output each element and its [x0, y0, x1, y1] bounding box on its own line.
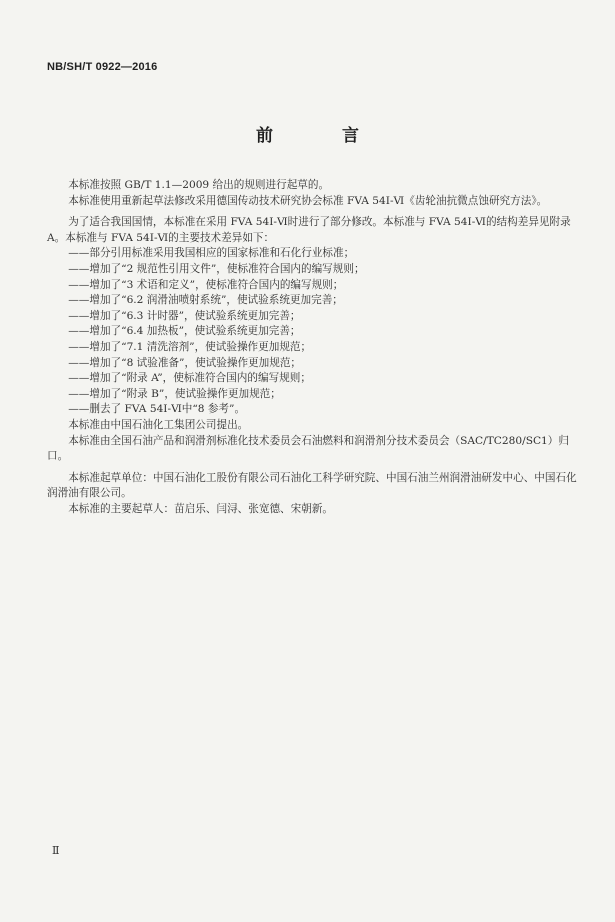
paragraph-drafters: 本标准的主要起草人：苗启乐、闫浔、张宽德、宋朝新。	[68, 502, 334, 515]
list-item: ——增加了“6.3 计时器”，使试验系统更加完善；	[68, 309, 301, 322]
list-item: ——增加了“6.4 加热板”，使试验系统更加完善；	[68, 325, 301, 338]
document-body	[47, 178, 580, 517]
paragraph-adoption-method: 本标准使用重新起草法修改采用德国传动技术研究协会标准 FVA 54Ⅰ-Ⅵ《齿轮油抗微点蚀研究方法》。	[68, 194, 548, 207]
list-item: ——增加了“附录 B”，使试验操作更加规范；	[68, 387, 281, 400]
page-title: 前 言	[256, 126, 385, 146]
list-item: ——增加了“2 规范性引用文件”，使标准符合国内的编写规则；	[68, 262, 365, 275]
list-item: ——增加了“附录 A”，使标准符合国内的编写规则；	[68, 372, 311, 385]
paragraph-drafting-rules: 本标准按照 GB/T 1.1—2009 给出的规则进行起草的。	[68, 179, 330, 191]
paragraph-drafting-units: 本标准起草单位：中国石油化工股份有限公司石油化工科学研究院、中国石油兰州润滑油研发中心、中国石化润滑油有限公司。	[47, 471, 577, 500]
page-number: Ⅱ	[52, 844, 60, 857]
list-item: ——增加了“7.1 清洗溶剂”，使试验操作更加规范；	[68, 340, 312, 353]
list-item: ——部分引用标准采用我国相应的国家标准和石化行业标准；	[68, 247, 355, 260]
list-item: ——增加了“8 试验准备”，使试验操作更加规范；	[68, 356, 302, 369]
paragraph-proposer: 本标准由中国石油化工集团公司提出。	[68, 418, 249, 431]
list-item: ——增加了“6.2 润滑油喷射系统”，使试验系统更加完善；	[68, 294, 343, 307]
list-item: ——删去了 FVA 54Ⅰ-Ⅵ中“8 参考”。	[68, 403, 246, 416]
paragraph-modifications: 为了适合我国国情，本标准在采用 FVA 54Ⅰ-Ⅵ时进行了部分修改。本标准与 FVA 54Ⅰ-Ⅵ的结构差异见附录 A。本标准与 FVA 54Ⅰ-Ⅵ的主要技术差异如下：	[47, 216, 571, 244]
difference-list	[47, 246, 580, 418]
list-item: ——增加了“3 术语和定义”，使标准符合国内的编写规则；	[68, 278, 344, 291]
standard-code: NB/SH/T 0922—2016	[47, 61, 158, 73]
paragraph-committee: 本标准由全国石油产品和润滑剂标准化技术委员会石油燃料和润滑剂分技术委员会（SAC/TC280/SC1）归口。	[47, 434, 569, 463]
